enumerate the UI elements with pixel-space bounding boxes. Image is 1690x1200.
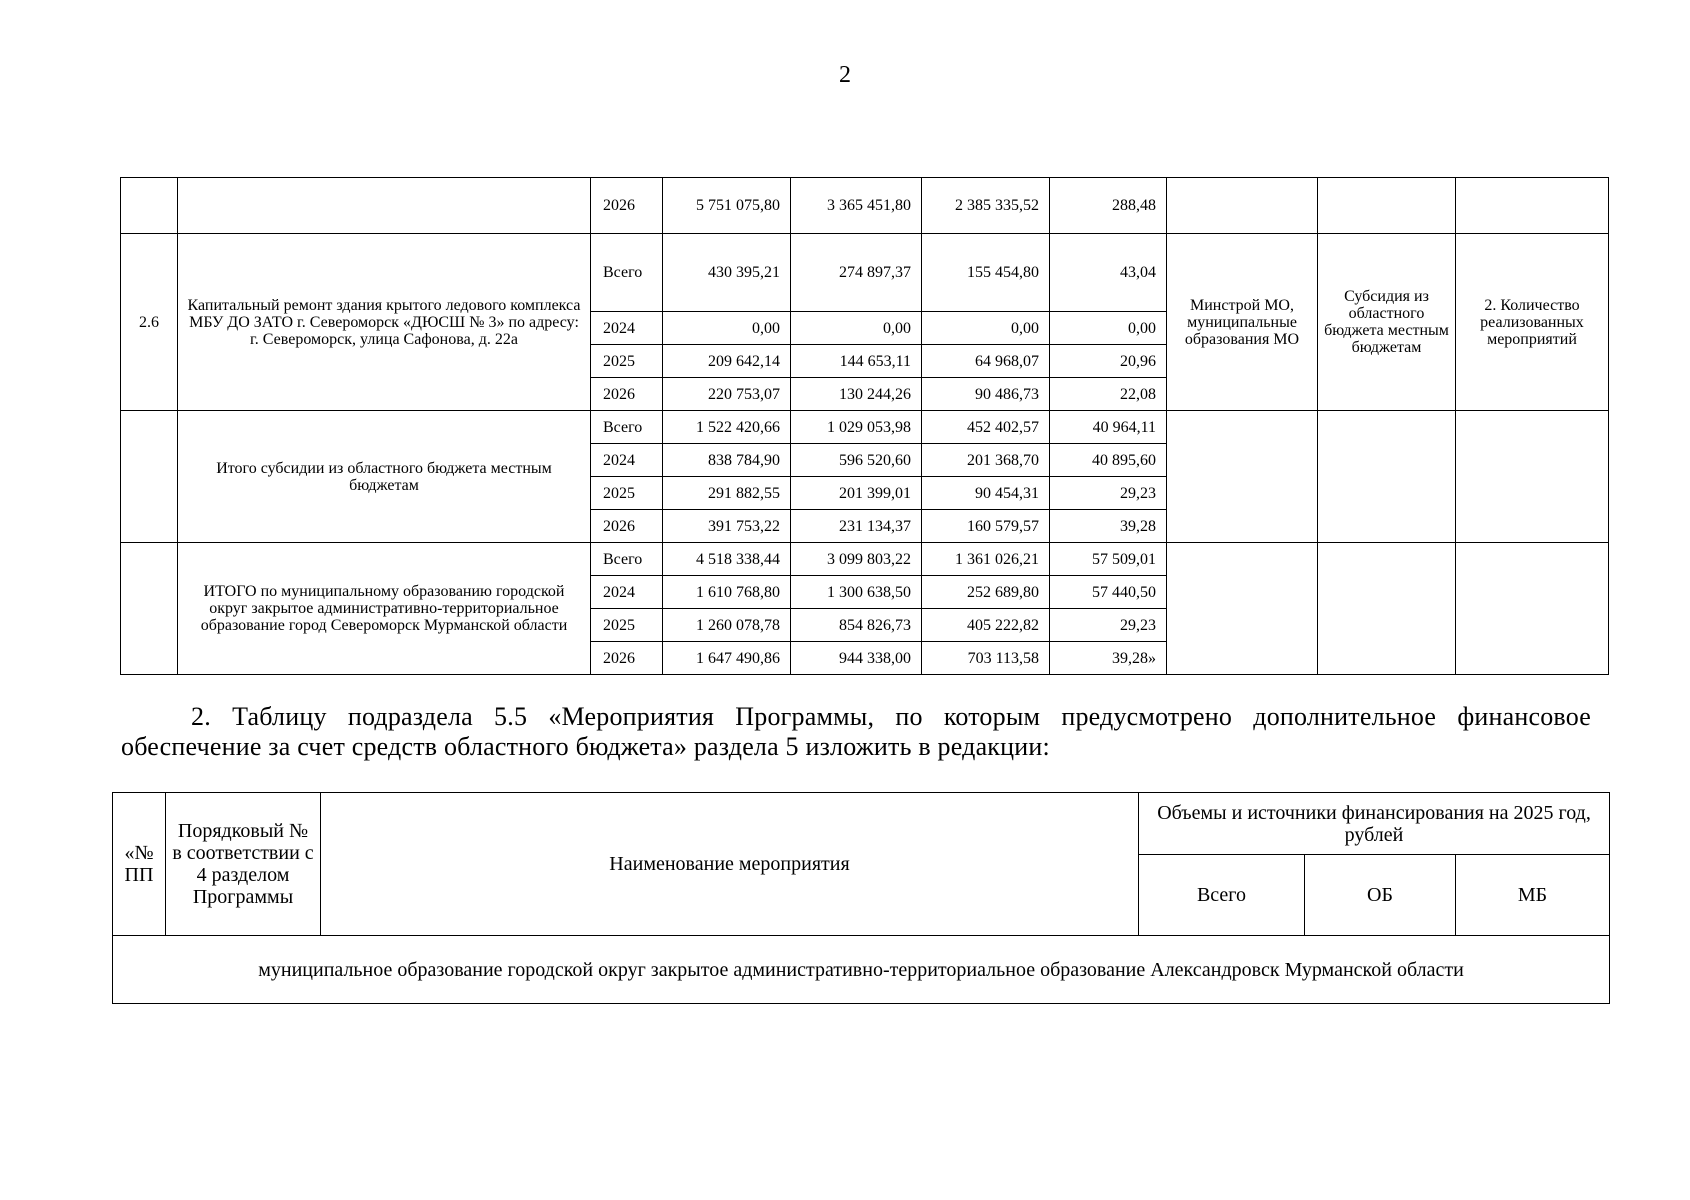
cell-year: 2024 [591, 444, 663, 477]
cell-total: 4 518 338,44 [663, 543, 791, 576]
page-number: 2 [839, 62, 851, 88]
cell-indicator [1456, 178, 1609, 234]
cell-year: 2026 [591, 642, 663, 675]
cell-mb: 22,08 [1050, 378, 1167, 411]
cell-year: 2026 [591, 378, 663, 411]
cell-mb: 40 964,11 [1050, 411, 1167, 444]
cell-year: 2026 [591, 510, 663, 543]
cell-year: 2026 [591, 178, 663, 234]
cell-ob: 160 579,57 [922, 510, 1050, 543]
cell-mb: 57 440,50 [1050, 576, 1167, 609]
cell-ob: 252 689,80 [922, 576, 1050, 609]
header-financing: Объемы и источники финансирования на 2025 год, рублей [1139, 793, 1610, 855]
cell-fb: 130 244,26 [791, 378, 922, 411]
cell-executor: Минстрой МО, муниципальные образования МО [1167, 234, 1318, 411]
cell-fb: 0,00 [791, 312, 922, 345]
cell-ob: 405 222,82 [922, 609, 1050, 642]
cell-source [1318, 543, 1456, 675]
cell-mb: 57 509,01 [1050, 543, 1167, 576]
table-row [121, 411, 1609, 444]
cell-num [121, 411, 178, 543]
municipality-row: муниципальное образование городской округ закрытое административно-территориальное образование Александровск Мурманской области [113, 936, 1610, 1004]
cell-mb: 40 895,60 [1050, 444, 1167, 477]
cell-total: 430 395,21 [663, 234, 791, 312]
cell-executor [1167, 178, 1318, 234]
table-row [113, 936, 1610, 1004]
cell-total: 1 522 420,66 [663, 411, 791, 444]
header-mb: МБ [1456, 855, 1610, 936]
cell-fb: 1 300 638,50 [791, 576, 922, 609]
cell-mb: 288,48 [1050, 178, 1167, 234]
cell-fb: 274 897,37 [791, 234, 922, 312]
cell-ob: 155 454,80 [922, 234, 1050, 312]
header-ob: ОБ [1305, 855, 1456, 936]
cell-executor [1167, 543, 1318, 675]
cell-fb: 231 134,37 [791, 510, 922, 543]
cell-year: 2024 [591, 312, 663, 345]
cell-fb: 3 365 451,80 [791, 178, 922, 234]
cell-year: Всего [591, 234, 663, 312]
cell-total: 0,00 [663, 312, 791, 345]
cell-indicator [1456, 543, 1609, 675]
cell-mb: 39,28» [1050, 642, 1167, 675]
cell-total: 209 642,14 [663, 345, 791, 378]
cell-ob: 90 454,31 [922, 477, 1050, 510]
cell-mb: 29,23 [1050, 609, 1167, 642]
cell-source: Субсидия из областного бюджета местным бюджетам [1318, 234, 1456, 411]
cell-total: 1 647 490,86 [663, 642, 791, 675]
cell-ob: 64 968,07 [922, 345, 1050, 378]
cell-total: 291 882,55 [663, 477, 791, 510]
cell-name: ИТОГО по муниципальному образованию городской округ закрытое административно-территориальное образование город Североморск Мурманской области [178, 543, 591, 675]
cell-year: 2025 [591, 345, 663, 378]
cell-mb: 20,96 [1050, 345, 1167, 378]
cell-fb: 1 029 053,98 [791, 411, 922, 444]
table-row [121, 543, 1609, 576]
table-header-row [113, 793, 1610, 855]
cell-year: Всего [591, 411, 663, 444]
cell-total: 220 753,07 [663, 378, 791, 411]
cell-num [121, 543, 178, 675]
cell-name: Капитальный ремонт здания крытого ледового комплекса МБУ ДО ЗАТО г. Североморск «ДЮСШ № 3» по адресу: г. Североморск, улица Сафонова, д. 22а [178, 234, 591, 411]
cell-total: 838 784,90 [663, 444, 791, 477]
cell-num [121, 178, 178, 234]
measures-table [112, 792, 1610, 1004]
cell-fb: 944 338,00 [791, 642, 922, 675]
cell-total: 1 260 078,78 [663, 609, 791, 642]
cell-indicator: 2. Количество реализованных мероприятий [1456, 234, 1609, 411]
cell-total: 1 610 768,80 [663, 576, 791, 609]
header-pp: «№ ПП [113, 793, 166, 936]
cell-ob: 703 113,58 [922, 642, 1050, 675]
cell-name: Итого субсидии из областного бюджета местным бюджетам [178, 411, 591, 543]
cell-source [1318, 178, 1456, 234]
cell-mb: 43,04 [1050, 234, 1167, 312]
cell-year: 2024 [591, 576, 663, 609]
cell-ob: 2 385 335,52 [922, 178, 1050, 234]
table-row [121, 178, 1609, 234]
cell-fb: 201 399,01 [791, 477, 922, 510]
cell-num: 2.6 [121, 234, 178, 411]
cell-fb: 3 099 803,22 [791, 543, 922, 576]
cell-fb: 596 520,60 [791, 444, 922, 477]
cell-total: 391 753,22 [663, 510, 791, 543]
cell-ob: 0,00 [922, 312, 1050, 345]
cell-total: 5 751 075,80 [663, 178, 791, 234]
cell-ob: 201 368,70 [922, 444, 1050, 477]
header-total: Всего [1139, 855, 1305, 936]
paragraph-text: 2. Таблицу подраздела 5.5 «Мероприятия Программы, по которым предусмотрено дополнительное финансовое обеспечение за счет средств областного бюджета» раздела 5 изложить в редакции: [121, 702, 1591, 761]
cell-mb: 39,28 [1050, 510, 1167, 543]
cell-mb: 29,23 [1050, 477, 1167, 510]
cell-executor [1167, 411, 1318, 543]
table-row [121, 234, 1609, 312]
cell-year: Всего [591, 543, 663, 576]
header-name: Наименование мероприятия [321, 793, 1139, 936]
cell-fb: 854 826,73 [791, 609, 922, 642]
cell-ob: 1 361 026,21 [922, 543, 1050, 576]
cell-source [1318, 411, 1456, 543]
financing-table [120, 177, 1609, 675]
cell-year: 2025 [591, 477, 663, 510]
header-order: Порядковый № в соответствии с 4 разделом Программы [166, 793, 321, 936]
cell-name [178, 178, 591, 234]
cell-mb: 0,00 [1050, 312, 1167, 345]
cell-indicator [1456, 411, 1609, 543]
cell-ob: 90 486,73 [922, 378, 1050, 411]
cell-year: 2025 [591, 609, 663, 642]
cell-ob: 452 402,57 [922, 411, 1050, 444]
cell-fb: 144 653,11 [791, 345, 922, 378]
